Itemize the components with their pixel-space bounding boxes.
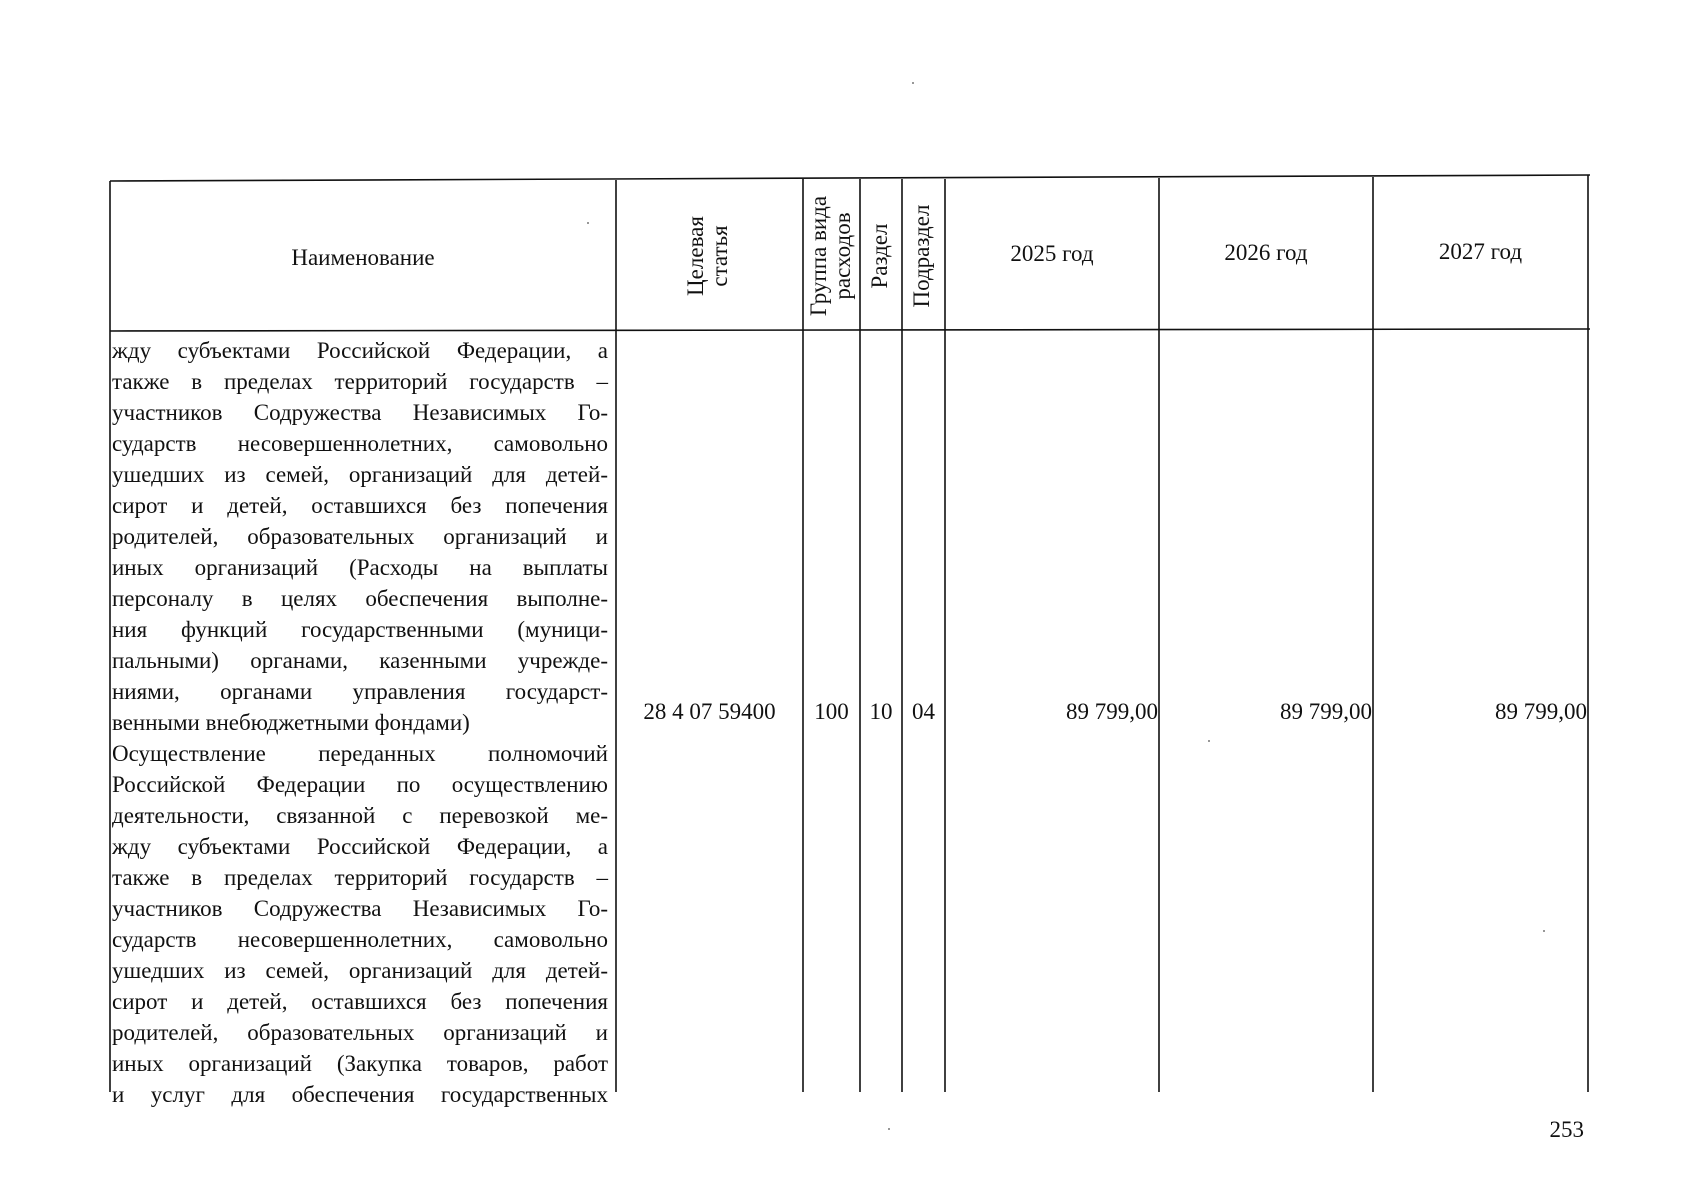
name-line: родителей, образовательных организаций и xyxy=(112,524,608,549)
name-line: ниями, органами управления государст- xyxy=(112,679,608,704)
page-number: 253 xyxy=(1549,1117,1584,1142)
expense-group-value: 100 xyxy=(814,699,849,724)
name-line: участников Содружества Независимых Го- xyxy=(112,896,608,921)
name-line: ния функций государственными (муници- xyxy=(112,617,608,642)
header-target-article: Целевая статья xyxy=(683,216,732,296)
amount-2025: 89 799,00 xyxy=(1066,699,1158,724)
name-line: венными внебюджетными фондами) xyxy=(112,710,470,735)
header-name: Наименование xyxy=(291,245,435,270)
header-2025: 2025 год xyxy=(1010,241,1094,266)
name-line: также в пределах территорий государств – xyxy=(112,865,608,890)
name-line: персоналу в целях обеспечения выполне- xyxy=(112,586,608,611)
name-line: ушедших из семей, организаций для детей- xyxy=(112,958,608,983)
name-line: жду субъектами Российской Федерации, а xyxy=(112,834,608,859)
name-line: Осуществление переданных полномочий xyxy=(112,741,608,766)
header-expense-group: Группа вида расходов xyxy=(806,195,855,317)
header-section: Раздел xyxy=(867,223,892,289)
name-line: жду субъектами Российской Федерации, а xyxy=(112,338,608,363)
name-line: и услуг для обеспечения государственных xyxy=(112,1082,608,1107)
name-line: родителей, образовательных организаций и xyxy=(112,1020,608,1045)
scan-speck xyxy=(888,1128,890,1130)
name-cell xyxy=(112,335,608,1110)
name-line: Российской Федерации по осуществлению xyxy=(112,772,608,797)
scan-speck xyxy=(1208,740,1210,742)
name-line: деятельности, связанной с перевозкой ме- xyxy=(112,803,608,828)
name-line: также в пределах территорий государств – xyxy=(112,369,608,394)
name-line: участников Содружества Независимых Го- xyxy=(112,400,608,425)
scan-speck xyxy=(587,222,589,224)
name-line: сирот и детей, оставшихся без попечения xyxy=(112,493,608,518)
name-line: иных организаций (Закупка товаров, работ xyxy=(112,1051,608,1076)
subsection-value: 04 xyxy=(912,699,935,724)
target-article-value: 28 4 07 59400 xyxy=(643,699,776,724)
name-line: сирот и детей, оставшихся без попечения xyxy=(112,989,608,1014)
scan-speck xyxy=(1543,930,1545,932)
section-value: 10 xyxy=(869,699,893,724)
header-2026: 2026 год xyxy=(1224,240,1308,265)
scan-speck xyxy=(912,82,914,84)
amount-2026: 89 799,00 xyxy=(1280,699,1372,724)
name-line: пальными) органами, казенными учрежде- xyxy=(112,648,608,673)
header-subsection: Подраздел xyxy=(909,204,934,308)
header-2027: 2027 год xyxy=(1438,239,1523,264)
name-line: сударств несовершеннолетних, самовольно xyxy=(112,927,608,952)
name-line: сударств несовершеннолетних, самовольно xyxy=(112,431,608,456)
name-line: ушедших из семей, организаций для детей- xyxy=(112,462,608,487)
amount-2027: 89 799,00 xyxy=(1495,699,1587,724)
name-line: иных организаций (Расходы на выплаты xyxy=(112,555,608,580)
